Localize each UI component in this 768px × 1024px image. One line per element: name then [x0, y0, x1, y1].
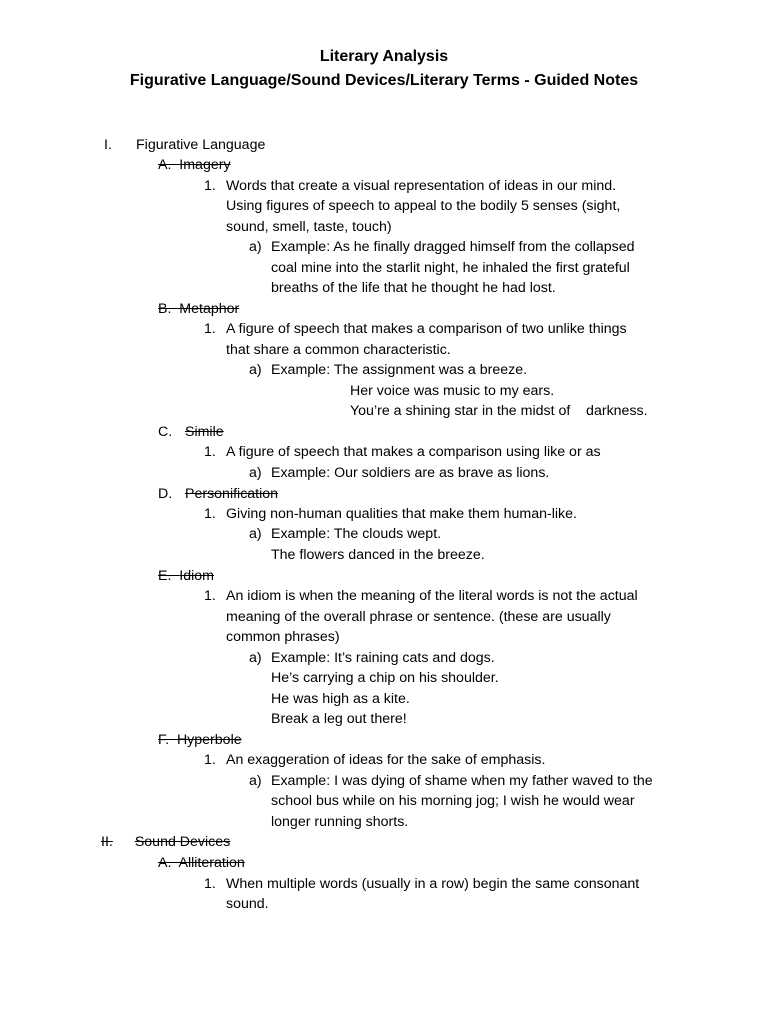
example-text: Example: As he finally dragged himself from the collapsed: [271, 239, 635, 255]
example-text: Her voice was music to my ears.: [350, 383, 555, 399]
item-number: 1.: [204, 178, 216, 194]
example-letter: a): [249, 773, 262, 789]
item-text: A figure of speech that makes a comparison of two unlike things: [226, 321, 627, 337]
item-text: An exaggeration of ideas for the sake of emphasis.: [226, 752, 546, 768]
subsection-heading: E. Idiom: [158, 568, 214, 584]
example-letter: a): [249, 526, 262, 542]
example-letter: a): [249, 650, 262, 666]
subsection-number: D.: [158, 486, 173, 502]
example-text: Example: I was dying of shame when my father waved to the: [271, 773, 653, 789]
item-number: 1.: [204, 321, 216, 337]
item-text: that share a common characteristic.: [226, 342, 451, 358]
item-number: 1.: [204, 444, 216, 460]
item-text: sound.: [226, 896, 269, 912]
example-text: You’re a shining star in the midst of darkness.: [350, 403, 648, 419]
section-heading: Figurative Language: [136, 137, 266, 153]
subsection-heading: A. Imagery: [158, 157, 231, 173]
example-text: longer running shorts.: [271, 814, 409, 830]
example-text: coal mine into the starlit night, he inhaled the first grateful: [271, 260, 630, 276]
subsection-heading: F. Hyperbole: [158, 732, 242, 748]
example-text: breaths of the life that he thought he had lost.: [271, 280, 556, 296]
example-text: Example: It’s raining cats and dogs.: [271, 650, 495, 666]
item-number: 1.: [204, 752, 216, 768]
item-number: 1.: [204, 588, 216, 604]
example-text: The flowers danced in the breeze.: [271, 547, 485, 563]
item-text: An idiom is when the meaning of the literal words is not the actual: [226, 588, 638, 604]
example-text: Example: The assignment was a breeze.: [271, 362, 528, 378]
item-text: common phrases): [226, 629, 340, 645]
item-text: sound, smell, taste, touch): [226, 219, 392, 235]
item-text: When multiple words (usually in a row) begin the same consonant: [226, 876, 640, 892]
subsection-number: C.: [158, 424, 173, 440]
section-number: I.: [104, 137, 112, 153]
example-text: He was high as a kite.: [271, 691, 410, 707]
subsection-heading: B. Metaphor: [158, 301, 240, 317]
subsection-heading: A. Alliteration: [158, 855, 245, 871]
example-letter: a): [249, 465, 262, 481]
item-text: Using figures of speech to appeal to the bodily 5 senses (sight,: [226, 198, 621, 214]
example-text: Break a leg out there!: [271, 711, 407, 727]
document-subtitle: Figurative Language/Sound Devices/Literary Terms - Guided Notes: [129, 72, 639, 89]
item-text: Giving non-human qualities that make them human-like.: [226, 506, 577, 522]
item-text: meaning of the overall phrase or sentence. (these are usually: [226, 609, 611, 625]
item-text: A figure of speech that makes a comparison using like or as: [226, 444, 601, 460]
subsection-heading: Simile: [185, 424, 224, 440]
document-title: Literary Analysis: [319, 48, 449, 65]
section-heading: II. Sound Devices: [101, 834, 231, 850]
subsection-heading: Personification: [185, 486, 279, 502]
example-text: He’s carrying a chip on his shoulder.: [271, 670, 499, 686]
item-number: 1.: [204, 506, 216, 522]
example-letter: a): [249, 362, 262, 378]
example-text: Example: The clouds wept.: [271, 526, 442, 542]
example-text: school bus while on his morning jog; I wish he would wear: [271, 793, 635, 809]
example-letter: a): [249, 239, 262, 255]
item-number: 1.: [204, 876, 216, 892]
item-text: Words that create a visual representation of ideas in our mind.: [226, 178, 617, 194]
example-text: Example: Our soldiers are as brave as lions.: [271, 465, 550, 481]
